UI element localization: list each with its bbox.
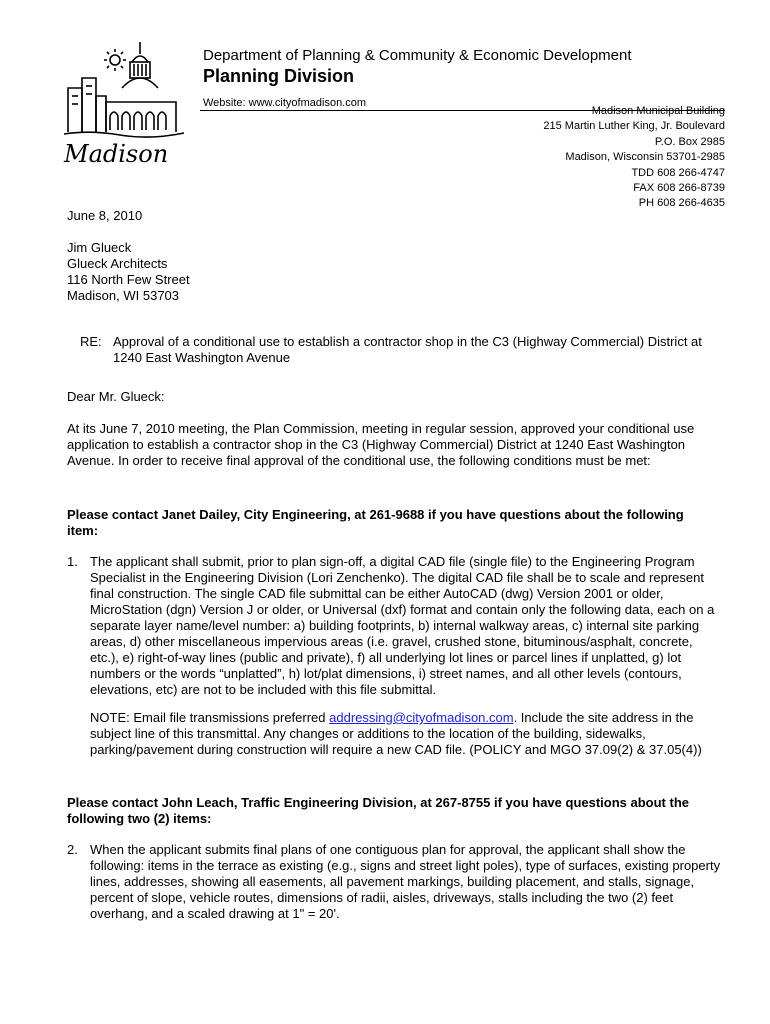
email-link[interactable]: addressing@cityofmadison.com: [329, 710, 514, 725]
engineering-contact-heading: Please contact Janet Dailey, City Engineering, at 261-9688 if you have questions about the following item:: [67, 507, 684, 538]
office-address: [543, 104, 725, 212]
traffic-contact-heading: Please contact John Leach, Traffic Engineering Division, at 267-8755 if you have questions about the following two (2) items:: [67, 795, 690, 826]
note-prefix: NOTE: Email file transmissions preferred: [90, 710, 330, 725]
item-text: The applicant shall submit, prior to plan sign-off, a digital CAD file (single file) to the Engineering Program Specialist in the Engineering Division (Lori Zenchenko). The digital CAD file shall be to scale and represent final construction. The single CAD file submittal can be either AutoCAD (dwg) Version 2001 or older, MicroStation (dgn) Version J or older, or Universal (dxf) format and contain only the following data, each on a separate layer name/level number: a) building footprints, b) internal walkway areas, c) internal site parking areas, d) other miscellaneous impervious areas (i.e. gravel, crushed stone, bituminous/asphalt, concrete, etc.), e) right-of-way lines (public and private), f) all underlying lot lines or parcel lines if unplatted, g) lot numbers or the words “unplatted”, h) lot/plat dimensions, i) street names, and all other levels (contours, elevations, etc) are not to be included with this file submittal.: [90, 554, 715, 697]
recipient-block: [67, 240, 190, 304]
item-number: 1.: [67, 554, 78, 569]
website-line: Website: www.cityofmadison.com: [203, 97, 367, 109]
subject-line: [80, 334, 720, 366]
note-paragraph: [90, 710, 720, 758]
intro-paragraph: At its June 7, 2010 meeting, the Plan Commission, meeting in regular session, approved your conditional use application to establish a contractor shop in the C3 (Highway Commercial) District at 1240 East Washington Avenue. In order to receive final approval of the conditional use, the following conditions must be met:: [67, 421, 695, 468]
madison-logo: [60, 40, 186, 170]
item-text: When the applicant submits final plans of one contiguous plan for approval, the applicant shall show the following: items in the terrace as existing (e.g., signs and street light poles), type of surfaces, existing property lines, addresses, showing all easements, all pavement markings, building placement, and stalls, signage, percent of slope, vehicle routes, dimensions of radii, aisles, driveways, stalls including the two (2) feet overhang, and a scaled drawing at 1" = 20'.: [90, 842, 721, 921]
address-line: Madison Municipal Building: [591, 105, 725, 117]
address-line: Madison, Wisconsin 53701-2985: [565, 151, 725, 164]
letter-date: June 8, 2010: [67, 208, 143, 223]
department-title: Department of Planning & Community & Economic Development: [203, 47, 632, 64]
recipient-line: Jim Glueck: [67, 240, 132, 255]
address-line: PH 608 266-4635: [638, 197, 725, 210]
item-number: 2.: [67, 842, 78, 857]
condition-item-2: [67, 842, 722, 922]
logo-wordmark: Madison: [64, 140, 169, 168]
address-line: 215 Martin Luther King, Jr. Boulevard: [543, 120, 725, 133]
subject-label: RE:: [80, 334, 102, 349]
recipient-line: Glueck Architects: [67, 256, 168, 271]
address-line: TDD 608 266-4747: [631, 166, 725, 179]
address-line: FAX 608 266-8739: [633, 182, 725, 195]
recipient-line: Madison, WI 53703: [67, 288, 180, 303]
condition-item-1: [67, 554, 722, 698]
recipient-line: 116 North Few Street: [67, 272, 190, 287]
address-line: P.O. Box 2985: [654, 135, 725, 148]
subject-text: Approval of a conditional use to establish a contractor shop in the C3 (Highway Commercial) District at 1240 East Washington Avenue: [113, 334, 702, 365]
salutation: Dear Mr. Glueck:: [67, 389, 165, 404]
division-title: Planning Division: [203, 66, 355, 86]
note-suffix: . Include the site address in the subject line of this transmittal. Any changes or additions to the location of the building, sidewalks, parking/pavement during construction will require a new CAD file. (POLICY and MGO 37.09(2) & 37.05(4)): [90, 710, 702, 757]
